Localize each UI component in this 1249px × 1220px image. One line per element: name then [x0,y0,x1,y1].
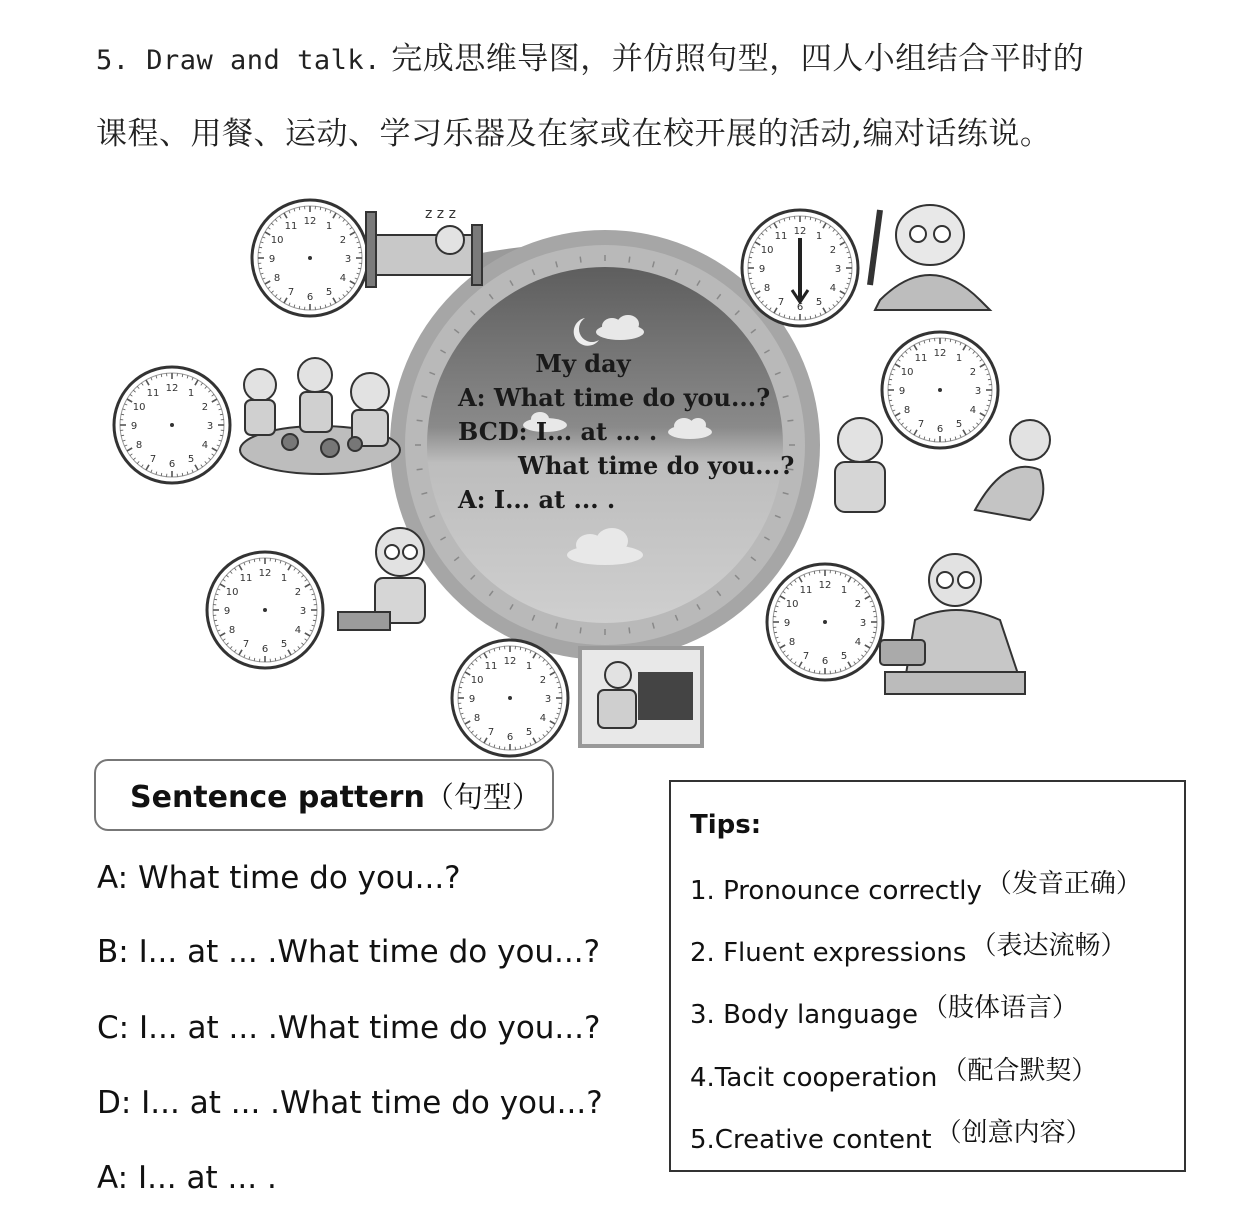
clock-number: 12 [818,580,832,591]
clock-number: 3 [544,694,552,705]
clock-meal-icon [114,367,230,483]
pattern-line-a-final: A: I... at ... . [97,1160,277,1196]
clock-number: 10 [785,599,799,610]
clock-number: 5 [955,418,963,430]
clock-number: 12 [165,383,179,394]
clock-number: 4 [829,283,837,294]
clock-brush-teeth-icon [882,332,998,448]
pattern-line-b: B: I... at ... .What time do you...? [97,934,601,970]
clock-number: 3 [834,264,842,275]
instruction-text-1: 完成思维导图，并仿照句型，四人小组结合平时的 [391,41,1085,77]
clock-number: 8 [473,713,481,724]
clock-number: 3 [206,421,214,432]
clock-number: 6 [168,459,176,470]
pattern-line-d: D: I... at ... .What time do you...? [97,1085,603,1121]
svg-text:z z z: z z z [425,206,456,222]
clock-number: 10 [760,245,774,256]
clock-number: 9 [223,606,231,617]
clock-number: 5 [325,286,333,298]
scene-family-eating [240,358,400,474]
clock-number: 1 [525,661,533,673]
clock-number: 1 [325,221,333,233]
clock-number: 12 [303,216,317,227]
clock-number: 12 [503,656,517,667]
clock-number: 6 [261,644,269,655]
clock-number: 1 [187,388,195,400]
clock-number: 9 [468,694,476,705]
clock-number: 9 [758,264,766,275]
clock-number: 3 [974,386,982,397]
tip-text: 2. Fluent expressions [690,938,967,968]
clock-number: 4 [854,637,862,648]
sentence-pattern-heading-cn: （句型） [424,780,541,814]
clock-number: 8 [135,440,143,451]
tips-box [669,780,1186,1172]
clock-number: 8 [903,405,911,416]
clock-number: 12 [933,348,947,359]
clock-number: 2 [969,367,977,378]
tip-text: 5.Creative content [690,1125,932,1155]
clock-number: 4 [539,713,547,724]
clock-number: 5 [187,453,195,465]
clock-number: 5 [525,726,533,738]
clock-phone-icon [767,564,883,680]
clock-number: 5 [815,296,823,308]
clock-number: 7 [802,650,810,662]
clock-number: 8 [273,273,281,284]
clock-number: 10 [270,235,284,246]
clock-number: 7 [487,726,495,738]
clock-number: 5 [280,638,288,650]
clock-number: 1 [840,585,848,597]
clock-number: 3 [344,254,352,265]
clock-number: 2 [339,235,347,246]
clock-number: 7 [917,418,925,430]
clock-number: 8 [228,625,236,636]
clock-number: 10 [225,587,239,598]
clock-number: 8 [763,283,771,294]
clock-number: 2 [201,402,209,413]
clock-number: 10 [470,675,484,686]
clock-number: 2 [829,245,837,256]
tip-text-cn: （发音正确） [985,869,1142,899]
clock-number: 1 [955,353,963,365]
mindmap-line-1: A: What time do you...? [458,383,771,412]
clock-number: 11 [799,585,813,597]
mindmap-line-3: What time do you...? [518,451,795,480]
clock-number: 7 [777,296,785,308]
clock-sleep-icon [252,200,368,316]
clock-number: 3 [859,618,867,629]
tip-item [690,994,1078,1031]
clock-number: 6 [821,656,829,667]
tip-item [690,1057,1097,1094]
clock-number: 9 [898,386,906,397]
clock-number: 2 [854,599,862,610]
sentence-pattern-heading: Sentence pattern [130,780,425,815]
clock-number: 6 [506,732,514,743]
clock-number: 9 [783,618,791,629]
tip-item [690,1119,1092,1156]
tip-item [690,870,1142,907]
clock-number: 2 [294,587,302,598]
clock-number: 4 [969,405,977,416]
sentence-pattern-box [94,759,554,831]
clock-number: 11 [146,388,160,400]
instruction-number: 5. Draw and talk. [96,45,381,76]
clock-number: 11 [914,353,928,365]
tip-text-cn: （配合默契） [941,1056,1098,1086]
clock-number: 11 [284,221,298,233]
sentence-pattern-title [130,775,541,816]
clock-number: 7 [242,638,250,650]
mindmap-line-4: A: I... at ... . [458,485,616,514]
clock-number: 11 [774,231,788,243]
clock-number: 7 [149,453,157,465]
clock-computer-icon [452,640,568,756]
clock-homework-icon [207,552,323,668]
clock-number: 7 [287,286,295,298]
clock-number: 1 [280,573,288,585]
clock-number: 10 [132,402,146,413]
tips-title: Tips: [690,810,762,840]
pattern-line-a: A: What time do you...? [97,860,461,896]
tip-item [690,932,1126,969]
tip-text: 4.Tacit cooperation [690,1063,938,1093]
clock-number: 1 [815,231,823,243]
clock-number: 6 [796,302,804,313]
clock-number: 4 [339,273,347,284]
mindmap-line-2: BCD: I... at ... . [458,417,658,446]
clock-number: 6 [306,292,314,303]
clock-number: 11 [239,573,253,585]
scene-waking-up [870,205,990,310]
clock-number: 3 [299,606,307,617]
scene-doing-homework [338,528,425,630]
tip-text: 3. Body language [690,1000,919,1030]
scene-phone-call [880,554,1025,694]
clock-number: 10 [900,367,914,378]
clock-number: 4 [201,440,209,451]
scene-using-computer [580,648,702,746]
tip-text-cn: （创意内容） [935,1118,1092,1148]
pattern-line-c: C: I... at ... .What time do you...? [97,1010,601,1046]
clock-number: 5 [840,650,848,662]
tip-text-cn: （肢体语言） [922,993,1079,1023]
instruction-line-2: 课程、用餐、运动、学习乐器及在家或在校开展的活动,编对话练说。 [96,116,1052,152]
tip-text-cn: （表达流畅） [970,931,1127,961]
clock-number: 9 [130,421,138,432]
clock-number: 4 [294,625,302,636]
clock-number: 6 [936,424,944,435]
scene-sleeping [366,206,482,287]
clock-number: 9 [268,254,276,265]
clock-number: 12 [258,568,272,579]
clock-number: 8 [788,637,796,648]
my-day-title: My day [535,349,631,378]
clock-number: 12 [793,226,807,237]
tip-text: 1. Pronounce correctly [690,876,982,906]
clock-wake-up-icon [742,210,858,326]
clock-number: 11 [484,661,498,673]
clock-number: 2 [539,675,547,686]
